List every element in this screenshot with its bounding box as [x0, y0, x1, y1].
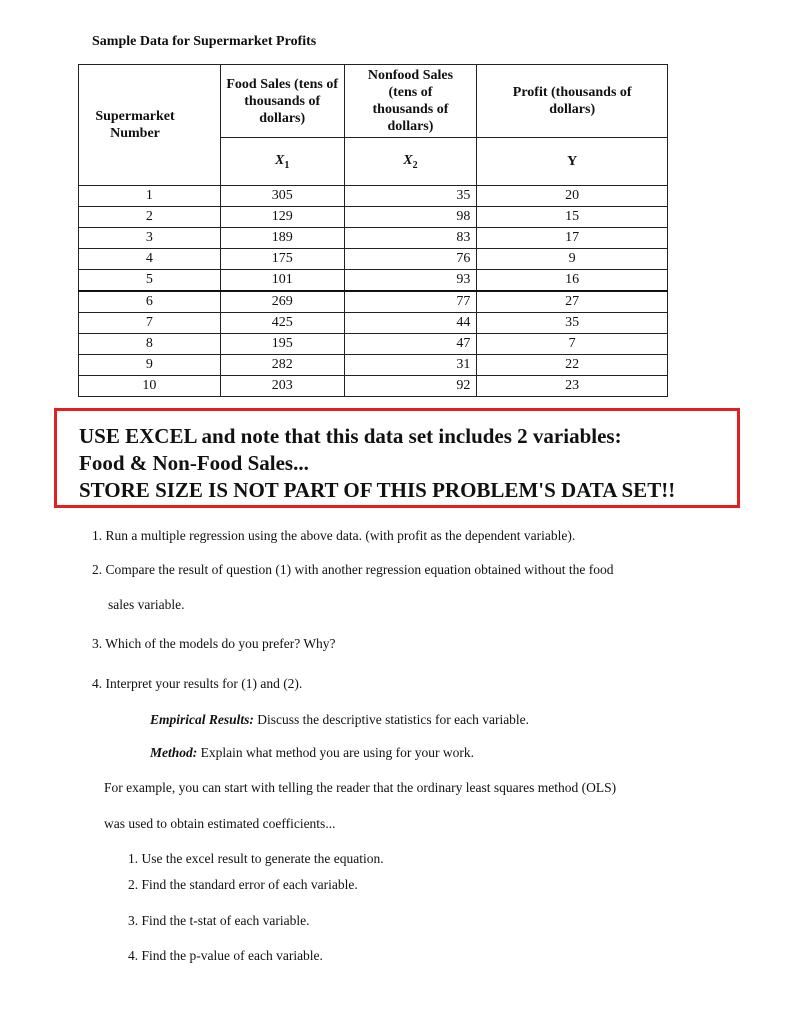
- header-supermarket-number: Supermarket Number: [79, 65, 221, 186]
- table-cell: 203: [220, 376, 344, 397]
- table-cell: 6: [79, 291, 221, 313]
- header-nonfood-sales: Nonfood Sales (tens of thousands of dollars): [344, 65, 477, 138]
- table-row: [79, 334, 668, 355]
- table-cell: 20: [477, 186, 668, 207]
- method-instruction: [150, 745, 474, 761]
- header-profit: Profit (thousands of dollars): [477, 65, 668, 138]
- table-row: [79, 228, 668, 249]
- table-cell: 15: [477, 207, 668, 228]
- table-cell: 16: [477, 270, 668, 292]
- instruction-notice-box: [54, 408, 740, 508]
- table-cell: 5: [79, 270, 221, 292]
- table-row: [79, 291, 668, 313]
- var-y: Y: [477, 138, 668, 186]
- example-line-2: was used to obtain estimated coefficients...: [104, 816, 336, 831]
- table-row: [79, 376, 668, 397]
- table-cell: 101: [220, 270, 344, 292]
- table-row: [79, 270, 668, 292]
- method-text: Explain what method you are using for your work.: [197, 745, 474, 760]
- table-cell: 8: [79, 334, 221, 355]
- table-cell: 9: [477, 249, 668, 270]
- table-cell: 305: [220, 186, 344, 207]
- notice-line-2: Food & Non-Food Sales...: [79, 451, 309, 475]
- table-cell: 189: [220, 228, 344, 249]
- table-row: [79, 313, 668, 334]
- table-cell: 7: [477, 334, 668, 355]
- table-cell: 22: [477, 355, 668, 376]
- table-cell: 195: [220, 334, 344, 355]
- table-cell: 282: [220, 355, 344, 376]
- table-cell: 10: [79, 376, 221, 397]
- empirical-results-instruction: [150, 712, 529, 728]
- table-row: [79, 355, 668, 376]
- question-3: 3. Which of the models do you prefer? Why?: [92, 636, 336, 651]
- step-1: 1. Use the excel result to generate the equation.: [128, 851, 384, 866]
- step-3: 3. Find the t-stat of each variable.: [128, 913, 310, 928]
- table-cell: 7: [79, 313, 221, 334]
- table-cell: 47: [344, 334, 477, 355]
- table-row: [79, 186, 668, 207]
- table-cell: 83: [344, 228, 477, 249]
- table-cell: 4: [79, 249, 221, 270]
- table-cell: 76: [344, 249, 477, 270]
- empirical-results-label: Empirical Results:: [150, 712, 254, 727]
- table-cell: 2: [79, 207, 221, 228]
- table-cell: 23: [477, 376, 668, 397]
- table-cell: 425: [220, 313, 344, 334]
- table-cell: 31: [344, 355, 477, 376]
- header-food-sales: Food Sales (tens of thousands of dollars): [220, 65, 344, 138]
- table-cell: 269: [220, 291, 344, 313]
- question-2-continued: sales variable.: [108, 597, 185, 612]
- page-title: Sample Data for Supermarket Profits: [92, 34, 317, 49]
- table-cell: 1: [79, 186, 221, 207]
- question-4: 4. Interpret your results for (1) and (2).: [92, 676, 303, 691]
- table-cell: 9: [79, 355, 221, 376]
- notice-line-1: USE EXCEL and note that this data set includes 2 variables:: [79, 424, 622, 448]
- step-4: 4. Find the p-value of each variable.: [128, 948, 323, 963]
- method-label: Method:: [150, 745, 198, 760]
- table-cell: 17: [477, 228, 668, 249]
- table-row: [79, 249, 668, 270]
- table-cell: 129: [220, 207, 344, 228]
- step-2: 2. Find the standard error of each variable.: [128, 877, 358, 892]
- table-cell: 77: [344, 291, 477, 313]
- table-cell: 93: [344, 270, 477, 292]
- var-x2: $X_2$: [344, 138, 477, 186]
- table-cell: 3: [79, 228, 221, 249]
- example-line-1: For example, you can start with telling the reader that the ordinary least squares method (OLS): [104, 780, 617, 795]
- table-cell: 27: [477, 291, 668, 313]
- table-cell: 35: [477, 313, 668, 334]
- question-2: 2. Compare the result of question (1) with another regression equation obtained without the food: [92, 562, 614, 577]
- table-cell: 44: [344, 313, 477, 334]
- notice-line-3: STORE SIZE IS NOT PART OF THIS PROBLEM'S DATA SET!!: [79, 478, 676, 502]
- table-cell: 35: [344, 186, 477, 207]
- table-cell: 175: [220, 249, 344, 270]
- var-x1: $X_1$: [220, 138, 344, 186]
- table-cell: 98: [344, 207, 477, 228]
- empirical-results-text: Discuss the descriptive statistics for each variable.: [253, 712, 530, 727]
- supermarket-data-table: [78, 64, 668, 397]
- table-cell: 92: [344, 376, 477, 397]
- table-row: [79, 207, 668, 228]
- question-1: 1. Run a multiple regression using the above data. (with profit as the dependent variable).: [92, 528, 576, 543]
